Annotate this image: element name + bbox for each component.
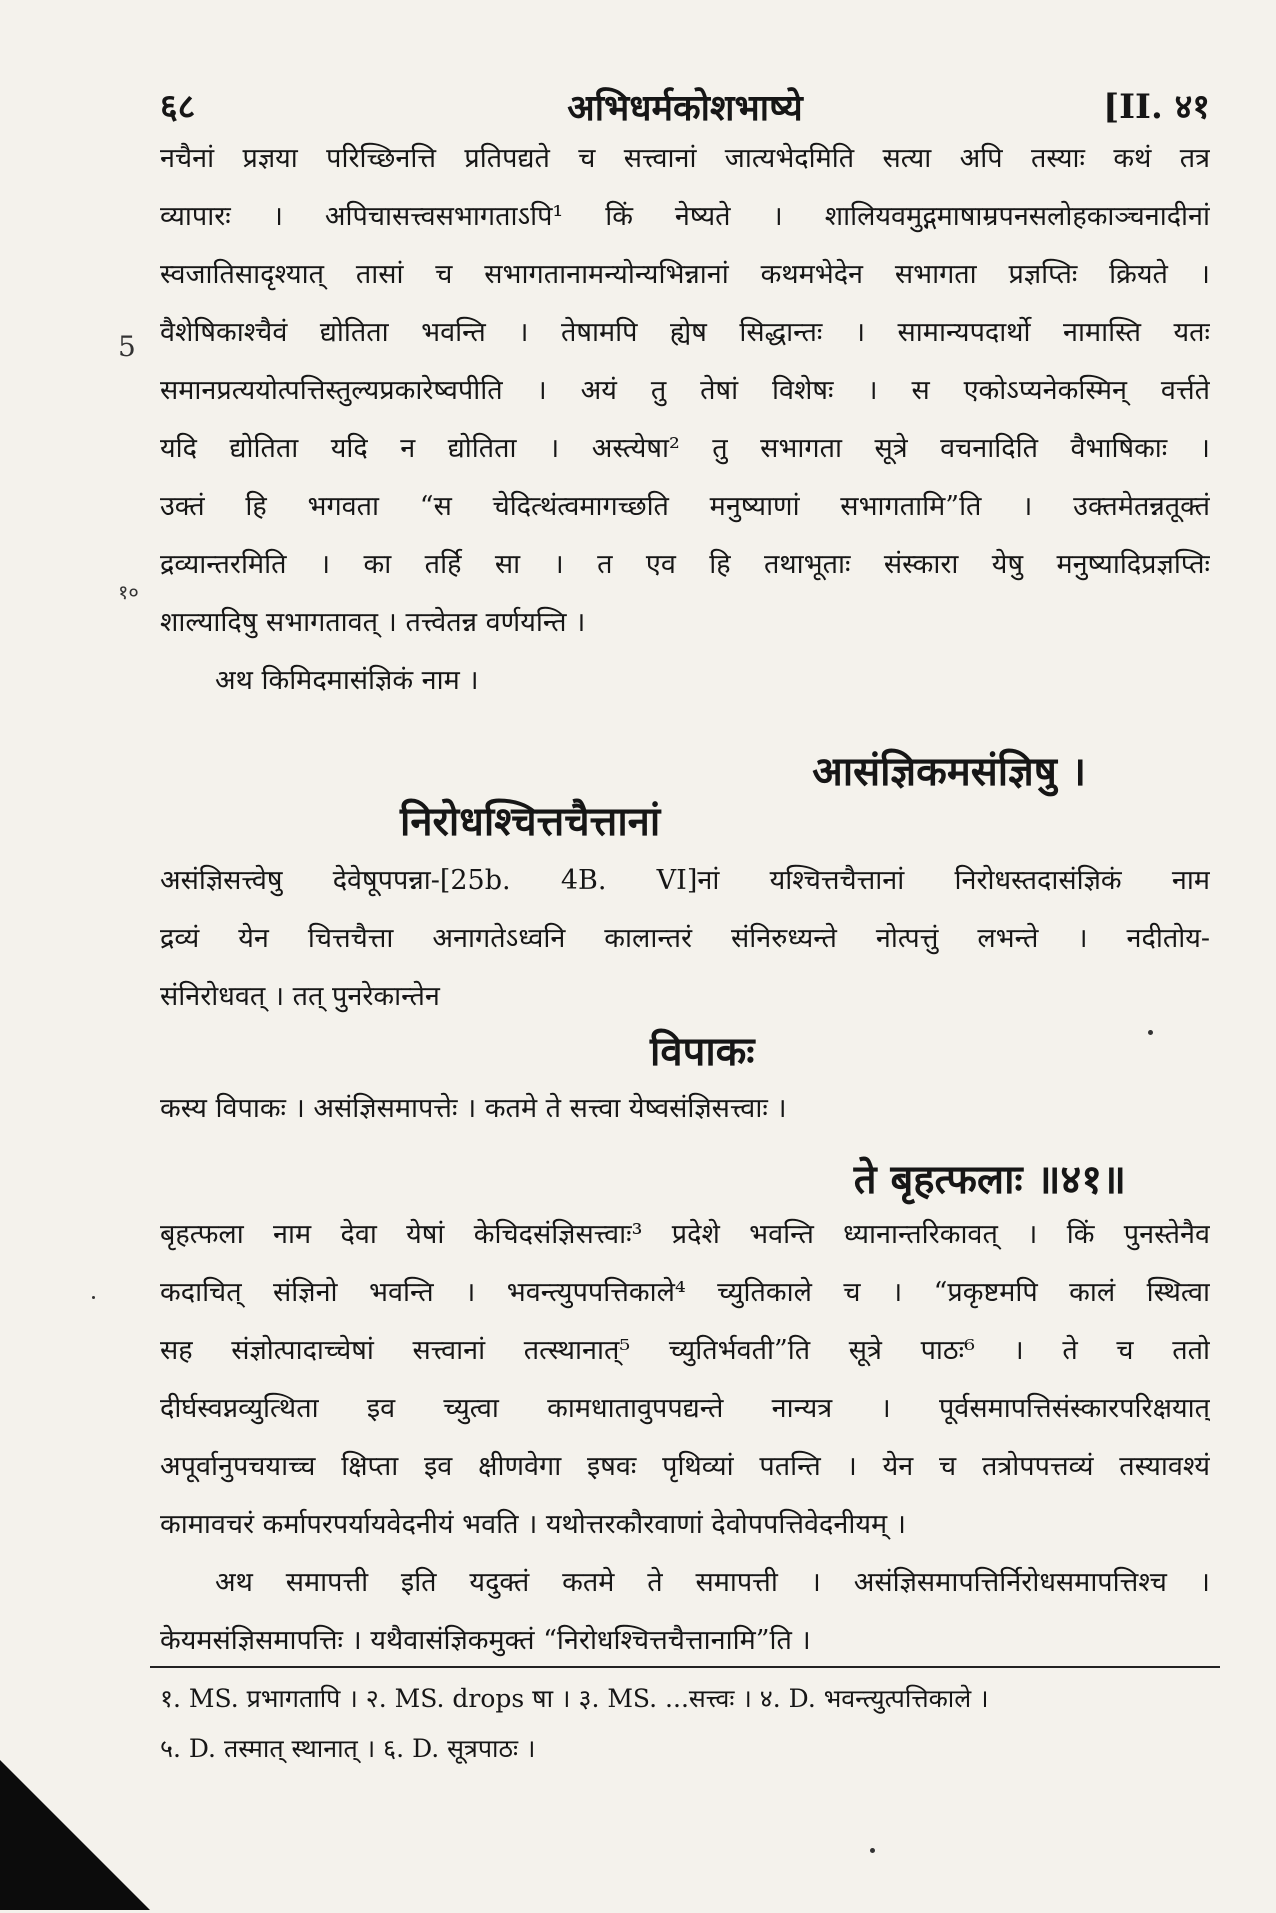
footnote-divider <box>150 1666 1220 1668</box>
text-line: उक्तं हि भगवता “स चेदित्थंत्वमागच्छति मनुष्याणां सभागतामि”ति । उक्तमेतन्नतूक्तं <box>160 491 1210 522</box>
text-line: अथ समापत्ती इति यदुक्तं कतमे ते समापत्ती । असंज्ञिसमापत्तिर्निरोधसमापत्तिश्च । <box>215 1567 1210 1598</box>
paragraph-2 <box>160 852 1210 1026</box>
text-line: द्रव्यान्तरमिति । का तर्हि सा । त एव हि तथाभूताः संस्कारा येषु मनुष्यादिप्रज्ञप्तिः <box>160 549 1210 580</box>
text-line: व्यापारः । अपिचासत्त्वसभागताऽपि¹ किं नेष्यते । शालियवमुद्गमाषाम्रपनसलोहकाञ्चनादीनां <box>160 201 1210 232</box>
ink-speck <box>870 1848 875 1853</box>
running-title: अभिधर्मकोशभाष्ये <box>567 87 803 129</box>
text-line: बृहत्फला नाम देवा येषां केचिदसंज्ञिसत्त्वाः³ प्रदेशे भवन्ति ध्यानान्तरिकावत् । किं पुनस्तेनैव <box>160 1219 1210 1250</box>
verse-line: ते बृहत्फलाः ॥४१॥ <box>853 1156 1126 1203</box>
margin-line-number: १० <box>118 580 139 604</box>
verse-line: विपाकः <box>650 1028 755 1075</box>
paragraph-1 <box>160 130 1210 710</box>
text-line: कदाचित् संज्ञिनो भवन्ति । भवन्त्युपपत्तिकाले⁴ च्युतिकाले च । “प्रकृष्टमपि कालं स्थित्वा <box>160 1277 1210 1308</box>
paragraph-5 <box>160 1554 1210 1670</box>
text-line: अपूर्वानुपचयाच्च क्षिप्ता इव क्षीणवेगा इषवः पृथिव्यां पतन्ति । येन च तत्रोपपत्तव्यं तस्यावश्यं <box>160 1451 1210 1482</box>
text-line: सह संज्ञोत्पादाच्चेषां सत्त्वानां तत्स्थानात्⁵ च्युतिर्भवती”ति सूत्रे पाठः⁶ । ते च ततो <box>160 1335 1210 1366</box>
paragraph-3 <box>160 1080 1210 1138</box>
text-line: वैशेषिकाश्चैवं द्योतिता भवन्ति । तेषामपि ह्येष सिद्धान्तः । सामान्यपदार्थो नामास्ति यतः <box>160 317 1210 348</box>
text-line: शाल्यादिषु सभागतावत् । तत्त्वेतन्न वर्णयन्ति । <box>160 607 586 638</box>
text-line: दीर्घस्वप्नव्युत्थिता इव च्युत्वा कामधातावुपपद्यन्ते नान्यत्र । पूर्वसमापत्तिसंस्कारपरिक्षयात् <box>160 1393 1210 1424</box>
text-line: कामावचरं कर्मापरपर्यायवेदनीयं भवति । यथोत्तरकौरवाणां देवोपपत्तिवेदनीयम् । <box>160 1509 906 1540</box>
page-number: ६८ <box>160 87 196 127</box>
text-line: यदि द्योतिता यदि न द्योतिता । अस्त्येषा² तु सभागता सूत्रे वचनादिति वैभाषिकाः । <box>160 433 1210 464</box>
ink-speck <box>92 1296 95 1299</box>
ink-speck <box>1148 1030 1153 1035</box>
question-line: अथ किमिदमासंज्ञिकं नाम । <box>215 665 479 696</box>
text-line: संनिरोधवत् । तत् पुनरेकान्तेन <box>160 981 440 1012</box>
verse-line: निरोधश्चित्तचैत्तानां <box>400 798 661 845</box>
text-line: समानप्रत्ययोत्पत्तिस्तुल्यप्रकारेष्वपीति । अयं तु तेषां विशेषः । स एकोऽप्यनेकस्मिन् वर्त्तते <box>160 375 1210 406</box>
footnote-line: ५. D. तस्मात् स्थानात् । ६. D. सूत्रपाठः । <box>160 1734 536 1763</box>
paragraph-4 <box>160 1206 1210 1554</box>
scan-shadow <box>0 1760 150 1910</box>
section-reference: [II. ४१ <box>1103 87 1210 127</box>
text-line: असंज्ञिसत्त्वेषु देवेषूपपन्ना-[25b. 4B. VI]नां यश्चित्तचैत्तानां निरोधस्तदासंज्ञिकं नाम <box>160 865 1210 896</box>
footnote-line: १. MS. प्रभागतापि । २. MS. drops षा । ३. MS. ...सत्त्वः । ४. D. भवन्त्युत्पत्तिकाले । <box>160 1684 989 1713</box>
text-line: केयमसंज्ञिसमापत्तिः । यथैवासंज्ञिकमुक्तं “निरोधश्चित्तचैत्तानामि”ति । <box>160 1625 811 1656</box>
text-line: स्वजातिसादृश्यात् तासां च सभागतानामन्योन्यभिन्नानां कथमभेदेन सभागता प्रज्ञप्तिः क्रियते । <box>160 259 1210 290</box>
text-line: द्रव्यं येन चित्तचैत्ता अनागतेऽध्वनि कालान्तरं संनिरुध्यन्ते नोत्पत्तुं लभन्ते । नदीतोय- <box>160 923 1210 954</box>
page-header <box>160 82 1210 132</box>
margin-line-number: 5 <box>118 330 136 363</box>
text-line: कस्य विपाकः । असंज्ञिसमापत्तेः । कतमे ते सत्त्वा येष्वसंज्ञिसत्त्वाः । <box>160 1093 787 1124</box>
verse-line: आसंज्ञिकमसंज्ञिषु । <box>812 748 1086 795</box>
text-line: नचैनां प्रज्ञया परिच्छिनत्ति प्रतिपद्यते च सत्त्वानां जात्यभेदमिति सत्या अपि तस्याः कथं तत्र <box>160 143 1210 174</box>
